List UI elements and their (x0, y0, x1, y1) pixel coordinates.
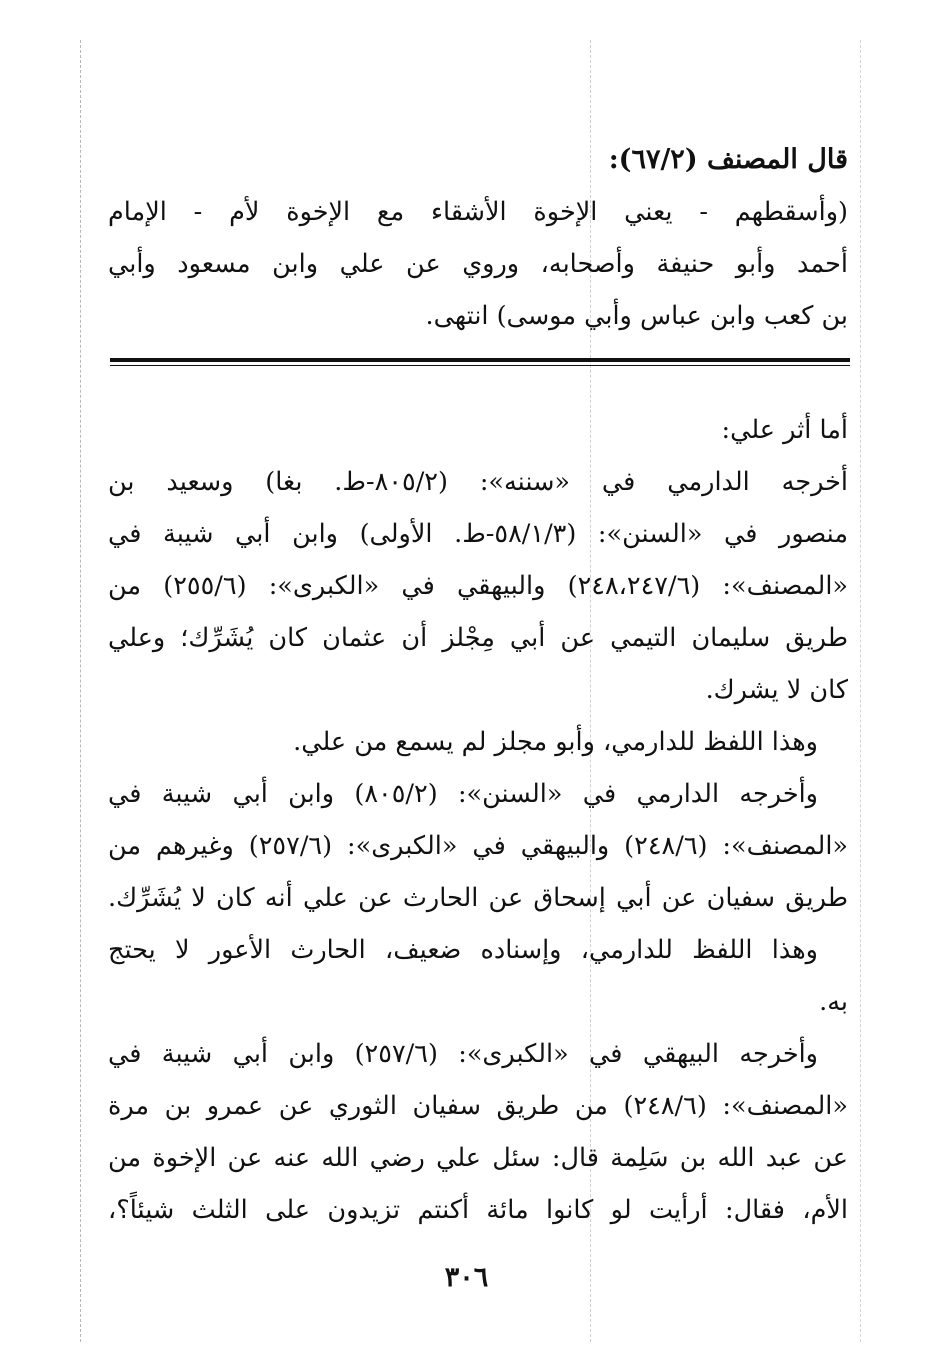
body-line: منصور في «السنن»: (٥٨/١/٣-ط. الأولى) وابن أبي شيبة في (108, 519, 848, 549)
body-line: وأخرجه البيهقي في «الكبرى»: (٢٥٧/٦) وابن أبي شيبة في (108, 1039, 818, 1069)
body-line: وأخرجه الدارمي في «السنن»: (٨٠٥/٢) وابن أبي شيبة في (108, 779, 818, 809)
body-line: «المصنف»: (٢٤٨/٦) والبيهقي في «الكبرى»: (٢٥٧/٦) وغيرهم من (108, 831, 848, 861)
quote-block (108, 134, 848, 342)
quote-line: أحمد وأبو حنيفة وأصحابه، وروي عن علي وابن مسعود وأبي (108, 249, 848, 279)
body-line: «المصنف»: (٢٤٨،٢٤٧/٦) والبيهقي في «الكبرى»: (٢٥٥/٦) من (108, 571, 848, 601)
separator-rule (110, 358, 850, 366)
body-line: وهذا اللفظ للدارمي، وأبو مجلز لم يسمع من علي. (293, 727, 818, 757)
body-line: أخرجه الدارمي في «سننه»: (٨٠٥/٢-ط. بغا) وسعيد بن (108, 467, 848, 497)
body-line: وهذا اللفظ للدارمي، وإسناده ضعيف، الحارث الأعور لا يحتج (108, 935, 818, 965)
commentary-body (108, 404, 848, 1236)
body-line: كان لا يشرك. (705, 675, 848, 705)
section-heading: أما أثر علي: (721, 415, 848, 445)
quote-heading: قال المصنف (٦٧/٢): (608, 144, 848, 175)
body-line: به. (819, 987, 848, 1017)
body-line: عن عبد الله بن سَلِمة قال: سئل علي رضي الله عنه عن الإخوة من (108, 1143, 848, 1173)
body-line: طريق سليمان التيمي عن أبي مِجْلز أن عثمان كان يُشَرِّك؛ وعلي (108, 623, 848, 653)
body-line: «المصنف»: (٢٤٨/٦) من طريق سفيان الثوري عن عمرو بن مرة (108, 1091, 848, 1121)
page-number: ٣٠٦ (444, 1262, 489, 1293)
separator-thin-line (110, 365, 850, 366)
body-line: طريق سفيان عن أبي إسحاق عن الحارث عن علي أنه كان لا يُشَرِّك. (108, 883, 848, 913)
quote-line: (وأسقطهم - يعني الإخوة الأشقاء مع الإخوة لأم - الإمام (108, 197, 848, 227)
body-line: الأم، فقال: أرأيت لو كانوا مائة أكنتم تزيدون على الثلث شيئاً؟، (108, 1195, 848, 1225)
scan-artifact-line (80, 40, 81, 1342)
separator-thick-line (110, 358, 850, 362)
quote-line: بن كعب وابن عباس وأبي موسى) انتهى. (425, 301, 848, 331)
scan-artifact-line (860, 40, 861, 1342)
